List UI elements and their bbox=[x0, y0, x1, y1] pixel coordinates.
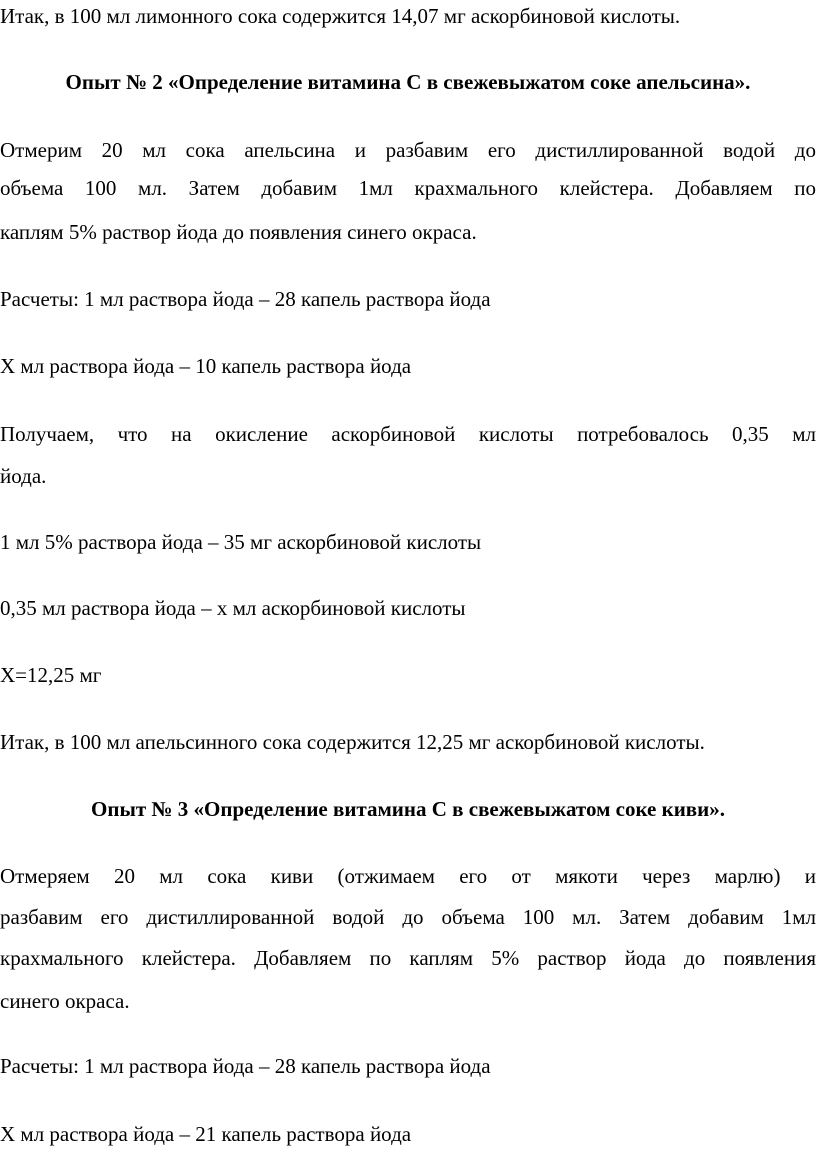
text-line: Расчеты: 1 мл раствора йода – 28 капель раствора йода bbox=[0, 287, 491, 311]
text-line: объема 100 мл. Затем добавим 1мл крахмального клейстера. Добавляем по bbox=[0, 176, 816, 200]
text-line: Отмерим 20 мл сока апельсина и разбавим его дистиллированной водой до bbox=[0, 138, 816, 162]
text-line: 1 мл 5% раствора йода – 35 мг аскорбиновой кислоты bbox=[0, 530, 482, 554]
text-line: Получаем, что на окисление аскорбиновой кислоты потребовалось 0,35 мл bbox=[0, 422, 816, 446]
text-line: разбавим его дистиллированной водой до объема 100 мл. Затем добавим 1мл bbox=[0, 905, 816, 929]
text-line: Итак, в 100 мл апельсинного сока содержится 12,25 мг аскорбиновой кислоты. bbox=[0, 730, 705, 754]
text-line: 0,35 мл раствора йода – х мл аскорбиновой кислоты bbox=[0, 596, 466, 620]
text-line: Х=12,25 мг bbox=[0, 663, 102, 687]
text-line: Х мл раствора йода – 21 капель раствора йода bbox=[0, 1122, 412, 1146]
section-heading: Опыт № 2 «Определение витамина С в свежевыжатом соке апельсина». bbox=[65, 70, 751, 94]
text-line: Отмеряем 20 мл сока киви (отжимаем его от мякоти через марлю) и bbox=[0, 864, 816, 888]
text-line: йода. bbox=[0, 464, 47, 488]
text-line: крахмального клейстера. Добавляем по каплям 5% раствор йода до появления bbox=[0, 946, 816, 970]
text-line: каплям 5% раствор йода до появления синего окраса. bbox=[0, 220, 477, 244]
text-line: синего окраса. bbox=[0, 989, 130, 1013]
section-heading: Опыт № 3 «Определение витамина С в свежевыжатом соке киви». bbox=[91, 797, 725, 821]
text-line: Расчеты: 1 мл раствора йода – 28 капель раствора йода bbox=[0, 1054, 491, 1078]
text-line: Х мл раствора йода – 10 капель раствора йода bbox=[0, 354, 412, 378]
text-line: Итак, в 100 мл лимонного сока содержится 14,07 мг аскорбиновой кислоты. bbox=[0, 4, 681, 28]
